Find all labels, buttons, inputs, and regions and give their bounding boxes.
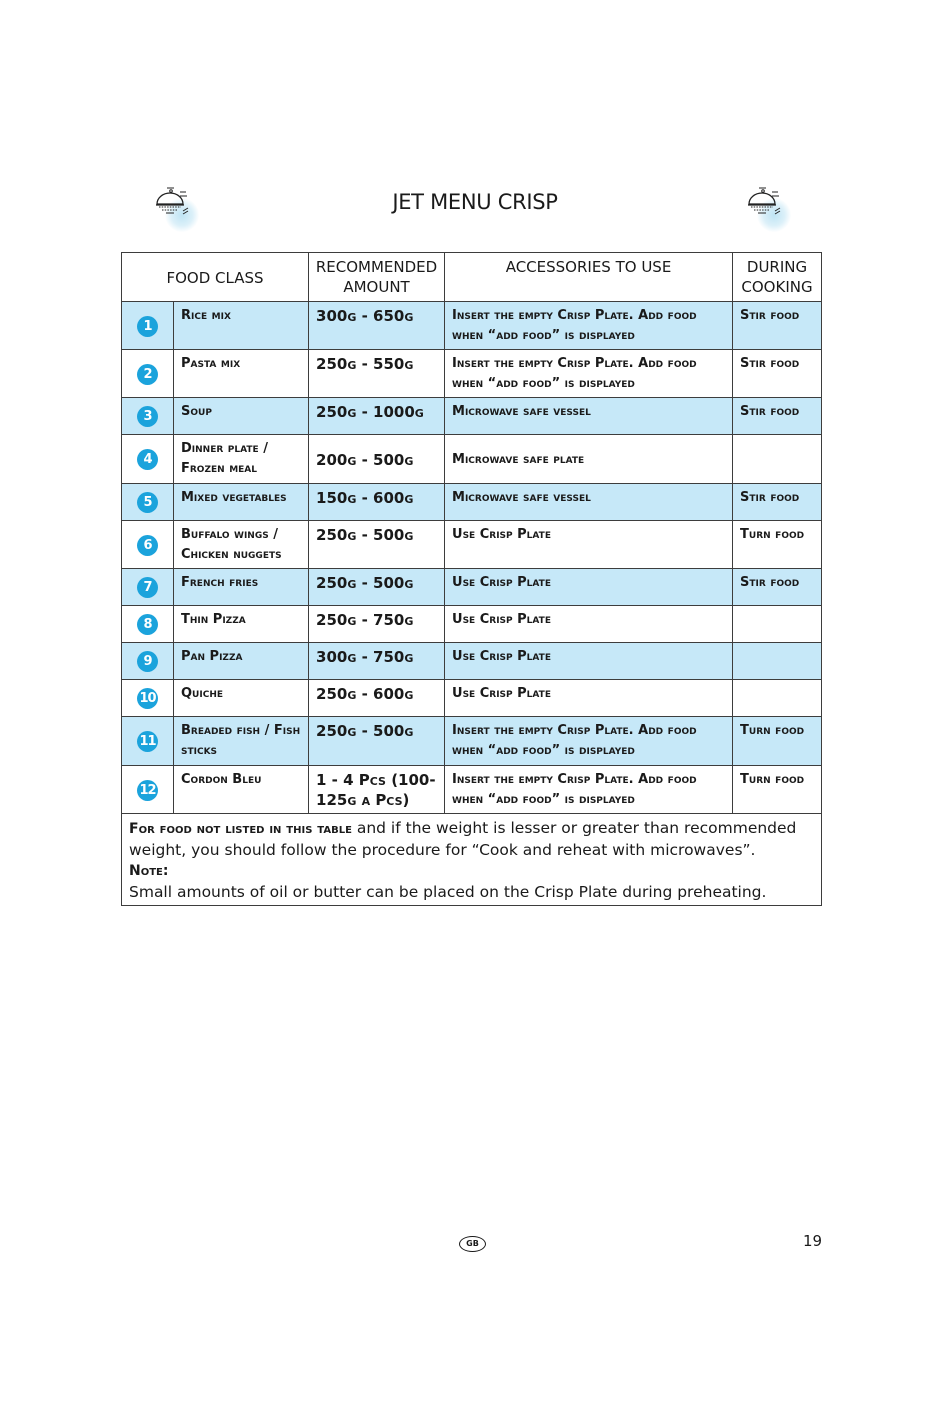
- header-accessories: ACCESSORIES TO USE: [445, 253, 733, 302]
- table-row: [122, 398, 822, 435]
- page-number: 19: [803, 1232, 823, 1250]
- amount-cell: 200g - 500g: [309, 435, 445, 484]
- accessory-cell: Insert the empty Crisp Plate. Add food when “add food” is displayed: [445, 766, 733, 814]
- during-cooking-cell: Stir food: [733, 398, 822, 435]
- food-class-cell: Rice mix: [174, 302, 309, 350]
- food-class-cell: Cordon Bleu: [174, 766, 309, 814]
- table-row: [122, 717, 822, 766]
- header-food-class: FOOD CLASS: [122, 253, 309, 302]
- amount-cell: 250g - 1000g: [309, 398, 445, 435]
- country-badge: GB: [459, 1236, 486, 1252]
- row-number-badge: 3: [137, 406, 158, 427]
- row-number-badge: 2: [137, 364, 158, 385]
- accessory-cell: Insert the empty Crisp Plate. Add food when “add food” is displayed: [445, 350, 733, 398]
- footnote-text: and if the weight is lesser or greater than recommended weight, you should follow the procedure for “Cook and reheat with microwaves”.: [129, 819, 797, 859]
- note-text: Small amounts of oil or butter can be placed on the Crisp Plate during preheating.: [129, 882, 767, 901]
- food-class-cell: Mixed vegetables: [174, 484, 309, 521]
- table-row: [122, 643, 822, 680]
- row-number-cell: [122, 717, 174, 766]
- amount-cell: 250g - 550g: [309, 350, 445, 398]
- during-cooking-cell: Turn food: [733, 717, 822, 766]
- footnote-lead: For food not listed in this table: [129, 821, 352, 837]
- table-row: [122, 302, 822, 350]
- during-cooking-cell: Stir food: [733, 484, 822, 521]
- row-number-cell: [122, 606, 174, 643]
- during-cooking-cell: [733, 606, 822, 643]
- accessory-cell: Microwave safe vessel: [445, 398, 733, 435]
- food-class-cell: Pan Pizza: [174, 643, 309, 680]
- accessory-cell: Microwave safe vessel: [445, 484, 733, 521]
- table-row: [122, 766, 822, 814]
- page-title: JET MENU CRISP: [392, 190, 558, 214]
- table-row: [122, 521, 822, 569]
- amount-cell: 250g - 500g: [309, 717, 445, 766]
- row-number-cell: [122, 680, 174, 717]
- table-row: [122, 680, 822, 717]
- during-cooking-cell: Stir food: [733, 569, 822, 606]
- during-cooking-cell: [733, 643, 822, 680]
- row-number-badge: 8: [137, 614, 158, 635]
- row-number-badge: 11: [137, 731, 158, 752]
- row-number-cell: [122, 484, 174, 521]
- accessory-cell: Use Crisp Plate: [445, 569, 733, 606]
- accessory-cell: Use Crisp Plate: [445, 606, 733, 643]
- amount-cell: 300g - 750g: [309, 643, 445, 680]
- table-row: [122, 569, 822, 606]
- row-number-cell: [122, 643, 174, 680]
- note-label: Note:: [129, 863, 169, 879]
- during-cooking-cell: Turn food: [733, 766, 822, 814]
- row-number-cell: [122, 569, 174, 606]
- accessory-cell: Insert the empty Crisp Plate. Add food when “add food” is displayed: [445, 717, 733, 766]
- crisp-dish-icon: [745, 184, 793, 232]
- accessory-cell: Use Crisp Plate: [445, 521, 733, 569]
- food-class-cell: Soup: [174, 398, 309, 435]
- accessory-cell: Insert the empty Crisp Plate. Add food when “add food” is displayed: [445, 302, 733, 350]
- accessory-cell: Use Crisp Plate: [445, 643, 733, 680]
- amount-cell: 250g - 600g: [309, 680, 445, 717]
- food-class-cell: Dinner plate / Frozen meal: [174, 435, 309, 484]
- row-number-badge: 9: [137, 651, 158, 672]
- during-cooking-cell: Stir food: [733, 350, 822, 398]
- accessory-cell: Microwave safe plate: [445, 435, 733, 484]
- table-row: [122, 606, 822, 643]
- crisp-dish-icon: [153, 184, 201, 232]
- table-footer-row: [122, 814, 822, 906]
- food-class-cell: Buffalo wings / Chicken nuggets: [174, 521, 309, 569]
- row-number-badge: 1: [137, 316, 158, 337]
- during-cooking-cell: [733, 680, 822, 717]
- header-recommended-amount: RECOMMENDED AMOUNT: [309, 253, 445, 302]
- food-class-cell: French fries: [174, 569, 309, 606]
- jet-menu-crisp-table: [121, 252, 822, 906]
- amount-cell: 250g - 500g: [309, 569, 445, 606]
- row-number-cell: [122, 350, 174, 398]
- food-class-cell: Quiche: [174, 680, 309, 717]
- row-number-badge: 12: [137, 780, 158, 801]
- row-number-badge: 10: [137, 688, 158, 709]
- row-number-cell: [122, 435, 174, 484]
- table-row: [122, 484, 822, 521]
- row-number-badge: 5: [137, 492, 158, 513]
- row-number-badge: 4: [137, 449, 158, 470]
- amount-cell: 1 - 4 Pcs (100-125g a Pcs): [309, 766, 445, 814]
- table-header-row: [122, 253, 822, 302]
- amount-cell: 300g - 650g: [309, 302, 445, 350]
- amount-cell: 150g - 600g: [309, 484, 445, 521]
- during-cooking-cell: Stir food: [733, 302, 822, 350]
- accessory-cell: Use Crisp Plate: [445, 680, 733, 717]
- header-during-cooking: DURING COOKING: [733, 253, 822, 302]
- row-number-badge: 6: [137, 535, 158, 556]
- row-number-cell: [122, 521, 174, 569]
- food-class-cell: Pasta mix: [174, 350, 309, 398]
- table-row: [122, 435, 822, 484]
- food-class-cell: Thin Pizza: [174, 606, 309, 643]
- row-number-cell: [122, 398, 174, 435]
- row-number-cell: [122, 766, 174, 814]
- amount-cell: 250g - 750g: [309, 606, 445, 643]
- row-number-badge: 7: [137, 577, 158, 598]
- during-cooking-cell: [733, 435, 822, 484]
- amount-cell: 250g - 500g: [309, 521, 445, 569]
- food-class-cell: Breaded fish / Fish sticks: [174, 717, 309, 766]
- table-footnote: [122, 814, 822, 906]
- during-cooking-cell: Turn food: [733, 521, 822, 569]
- table-row: [122, 350, 822, 398]
- row-number-cell: [122, 302, 174, 350]
